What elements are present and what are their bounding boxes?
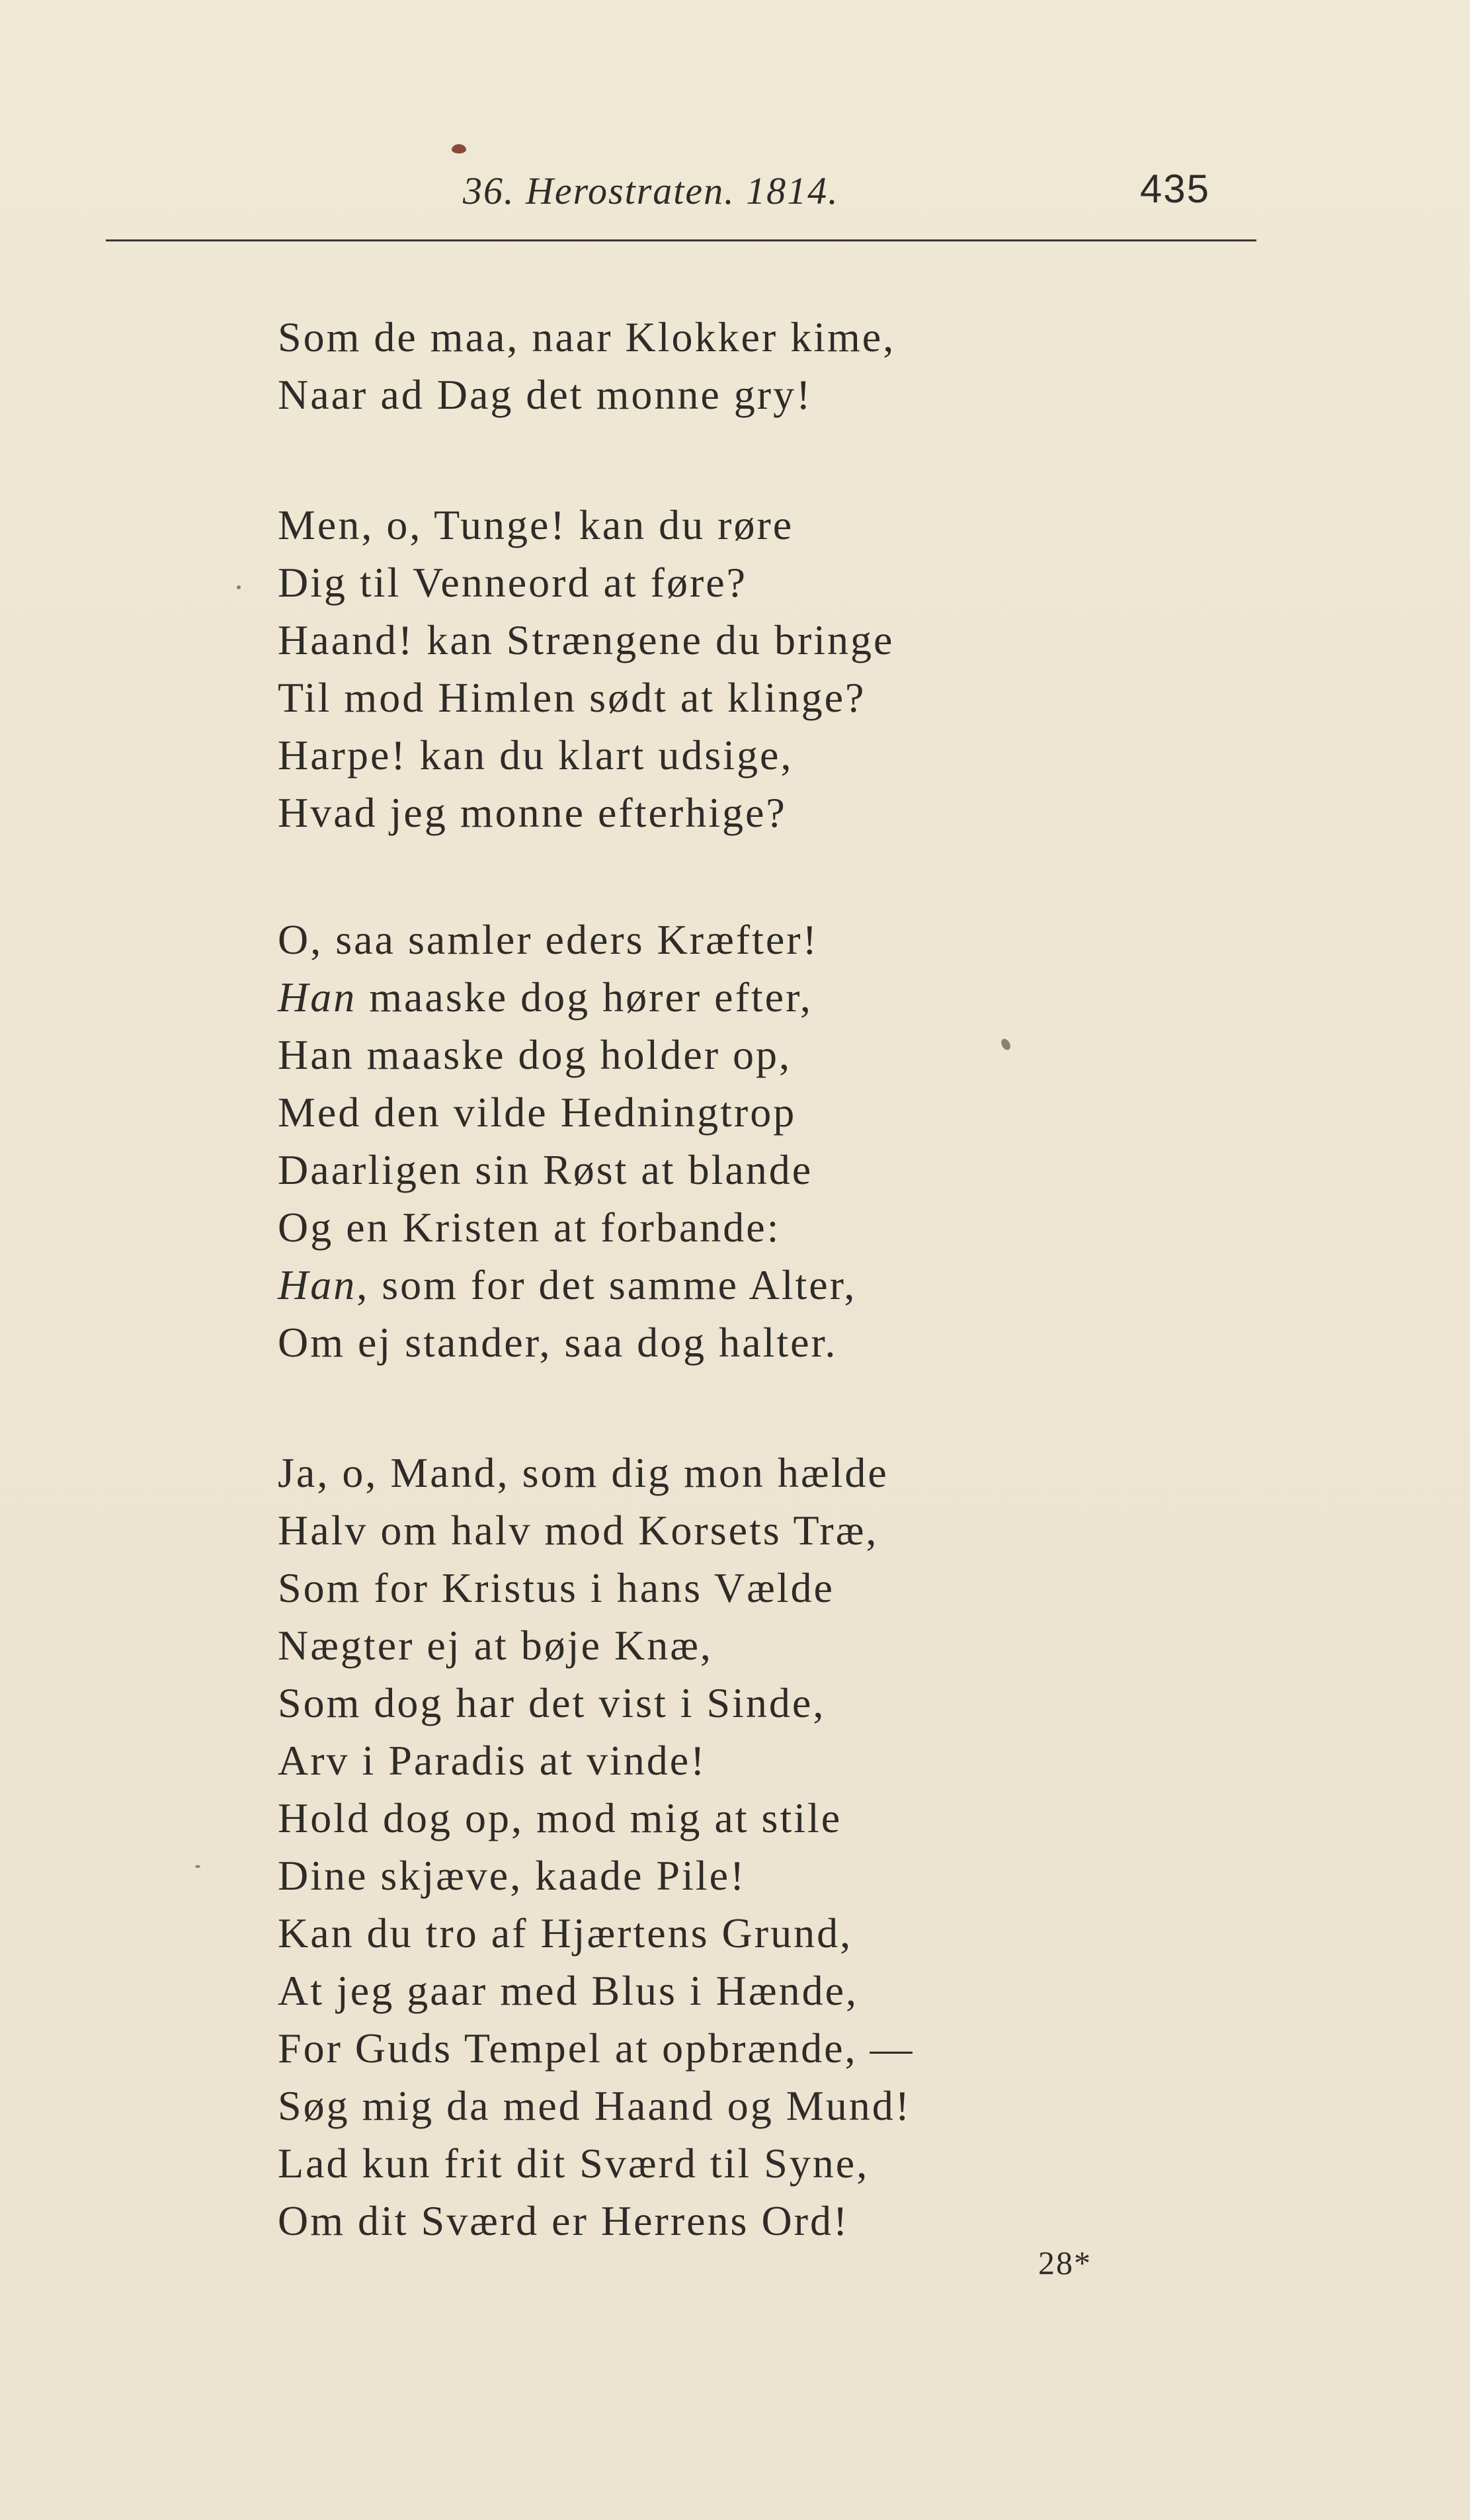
poem-line: Daarligen sin Røst at blande [278,1146,813,1193]
poem-line: Om ej stander, saa dog halter. [278,1319,838,1366]
page-header [106,169,1256,222]
poem-line: Arv i Paradis at vinde! [278,1737,707,1784]
poem-line: Som dog har det vist i Sinde, [278,1679,826,1726]
poem-line: Men, o, Tunge! kan du røre [278,501,794,548]
ornament-mark [452,144,466,153]
signature-mark: 28* [1038,2244,1092,2281]
poem-line: At jeg gaar med Blus i Hænde, [278,1967,858,2014]
poem-line: Hvad jeg monne efterhige? [278,789,787,836]
stanza-2 [278,496,894,841]
poem-line: Som de maa, naar Klokker kime, [278,314,896,360]
poem-line: Haand! kan Strængene du bringe [278,616,895,663]
poem-line: Ja, o, Mand, som dig mon hælde [278,1449,889,1496]
poem-line: Dine skjæve, kaade Pile! [278,1852,747,1899]
italic-word: Han [278,974,357,1021]
stanza-3 [278,911,856,1371]
poem-line: Om dit Sværd er Herrens Ord! [278,2197,850,2244]
poem-line [278,1256,856,1314]
poem-line: Han maaske dog holder op, [278,1031,792,1078]
header-rule [106,239,1256,241]
poem-line: Halv om halv mod Korsets Træ, [278,1507,879,1554]
poem-line: Nægter ej at bøje Knæ, [278,1622,713,1669]
poem-line: Som for Kristus i hans Vælde [278,1564,835,1611]
poem-line [278,968,856,1026]
poem-line: Søg mig da med Haand og Mund! [278,2082,911,2129]
poem-line-text: , som for det samme Alter, [356,1261,857,1308]
poem-line: Naar ad Dag det monne gry! [278,371,813,418]
poem-line: Harpe! kan du klart udsige, [278,732,794,778]
ink-speck [195,1865,200,1868]
page-number: 435 [1139,167,1210,211]
italic-word: Han [278,1261,357,1308]
poem-line: Dig til Venneord at føre? [278,559,748,606]
poem-line: O, saa samler eders Kræfter! [278,916,819,963]
ink-speck [999,1037,1012,1052]
poem-line: Med den vilde Hedningtrop [278,1089,797,1136]
ink-speck [237,585,241,589]
running-title: 36. Herostraten. 1814. [463,169,839,212]
poem-line: Til mod Himlen sødt at klinge? [278,674,866,721]
stanza-1 [278,308,895,423]
poem-line: Og en Kristen at forbande: [278,1204,781,1251]
poem-line: Hold dog op, mod mig at stile [278,1794,842,1841]
poem-line-text: maaske dog hører efter, [369,974,813,1021]
poem-line: Lad kun frit dit Sværd til Syne, [278,2140,870,2187]
stanza-4 [278,1444,914,2249]
poem-line: For Guds Tempel at opbrænde, — [278,2025,915,2072]
poem-line: Kan du tro af Hjærtens Grund, [278,1910,853,1956]
